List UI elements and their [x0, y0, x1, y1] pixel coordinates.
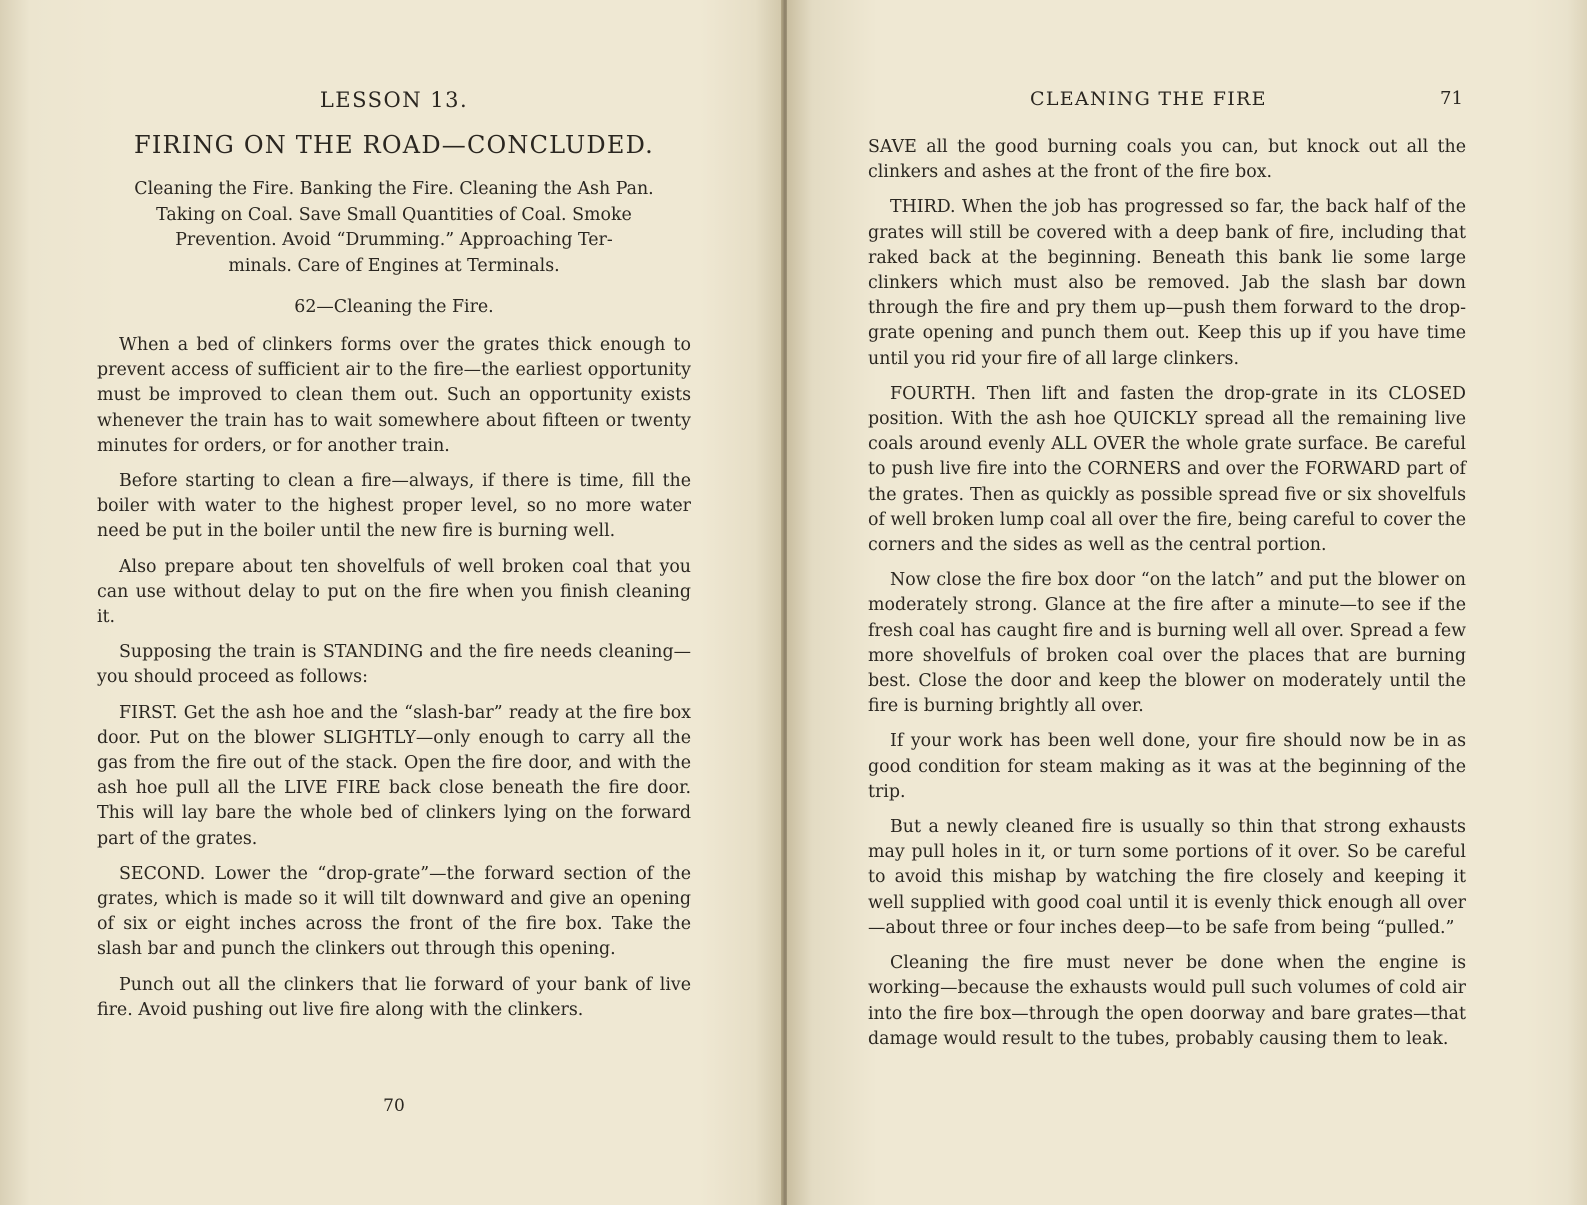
paragraph: When a bed of clinkers forms over the grates thick enough to prevent access of sufficient air to the fire—the earliest opportunity must be improved to clean them out. Such an opportunity exists whenever the train has to wait somewhere about fifteen or twenty minutes for orders, or for another train.: [97, 335, 691, 456]
paragraph: SAVE all the good burning coals you can, but knock out all the clinkers and ashes at the front of the fire box.: [868, 137, 1466, 183]
left-body-text: [97, 333, 691, 1023]
chapter-title: FIRING ON THE ROAD—CONCLUDED.: [133, 131, 655, 159]
synopsis-line: minals. Care of Engines at Terminals.: [228, 255, 560, 276]
paragraph: But a newly cleaned fire is usually so thin that strong exhausts may pull holes in it, or turn some portions of it over. So be careful to avoid this mishap by watching the fire closely and keeping it well supplied with good coal until it is evenly thick enough all over—about three or four inches deep—to be safe from being “pulled.”: [868, 817, 1466, 938]
right-body-text: [868, 135, 1466, 1052]
paragraph: Before starting to clean a fire—always, if there is time, fill the boiler with water to the highest proper level, so no more water need be put in the boiler until the new fire is burning well.: [97, 471, 691, 542]
paragraph: If your work has been well done, your fire should now be in as good condition for steam making as it was at the beginning of the trip.: [868, 731, 1466, 802]
paragraph: SECOND. Lower the “drop-grate”—the forward section of the grates, which is made so it will tilt downward and give an opening of six or eight inches across the front of the fire box. Take the slash bar and punch the clinkers out through this opening.: [97, 863, 691, 960]
section-heading: 62—Cleaning the Fire.: [294, 297, 494, 317]
chapter-synopsis: [96, 177, 692, 279]
page-number-left: 70: [383, 1096, 405, 1116]
synopsis-line: Prevention. Avoid “Drumming.” Approaching Ter-: [175, 230, 613, 250]
synopsis-line: Cleaning the Fire. Banking the Fire. Cleaning the Ash Pan.: [134, 179, 654, 199]
left-page: [0, 0, 785, 1205]
synopsis-line: Taking on Coal. Save Small Quantities of Coal. Smoke: [156, 204, 632, 225]
paragraph: FOURTH. Then lift and fasten the drop-grate in its CLOSED position. With the ash hoe QUICKLY spread all the remaining live coals around evenly ALL OVER the whole grate surface. Be careful to push live fire into the CORNERS and over the FORWARD part of the grates. Then as quickly as possible spread five or six shovelfuls of well broken lump coal all over the fire, being careful to cover the corners and the sides as well as the central portion.: [868, 383, 1466, 556]
paragraph: Cleaning the fire must never be done when the engine is working—because the exhausts would pull such volumes of cold air into the fire box—through the open doorway and bare grates—that damage would result to the tubes, probably causing them to leak.: [868, 953, 1466, 1049]
page-number-right: 71: [1440, 88, 1463, 109]
paragraph: Now close the fire box door “on the latch” and put the blower on moderately strong. Glance at the fire after a minute—to see if the fresh coal has caught fire and is burning well all over. Spread a few more shovelfuls of broken coal over the places that are burning best. Close the door and keep the blower on moderately until the fire is burning brightly all over.: [868, 570, 1466, 717]
paragraph: Punch out all the clinkers that lie forward of your bank of live fire. Avoid pushing out live fire along with the clinkers.: [97, 974, 691, 1020]
running-head-right: CLEANING THE FIRE: [1030, 88, 1267, 110]
paragraph: Supposing the train is STANDING and the fire needs cleaning—you should proceed as follows:: [97, 642, 691, 688]
paragraph: Also prepare about ten shovelfuls of well broken coal that you can use without delay to put on the fire when you finish cleaning it.: [97, 556, 691, 628]
running-head-left: LESSON 13.: [319, 88, 469, 112]
paragraph: FIRST. Get the ash hoe and the “slash-bar” ready at the fire box door. Put on the blower SLIGHTLY—only enough to carry all the gas from the fire out of the stack. Open the fire door, and with the ash hoe pull all the LIVE FIRE back close beneath the fire door. This will lay bare the whole bed of clinkers lying on the forward part of the grates.: [97, 702, 691, 849]
paragraph: THIRD. When the job has progressed so far, the back half of the grates will still be covered with a deep bank of fire, including that raked back at the beginning. Beneath this bank lie some large clinkers which must also be removed. Jab the slash bar down through the fire and pry them up—push them forward to the drop-grate opening and punch them out. Keep this up if you have time until you rid your fire of all large clinkers.: [868, 197, 1466, 369]
